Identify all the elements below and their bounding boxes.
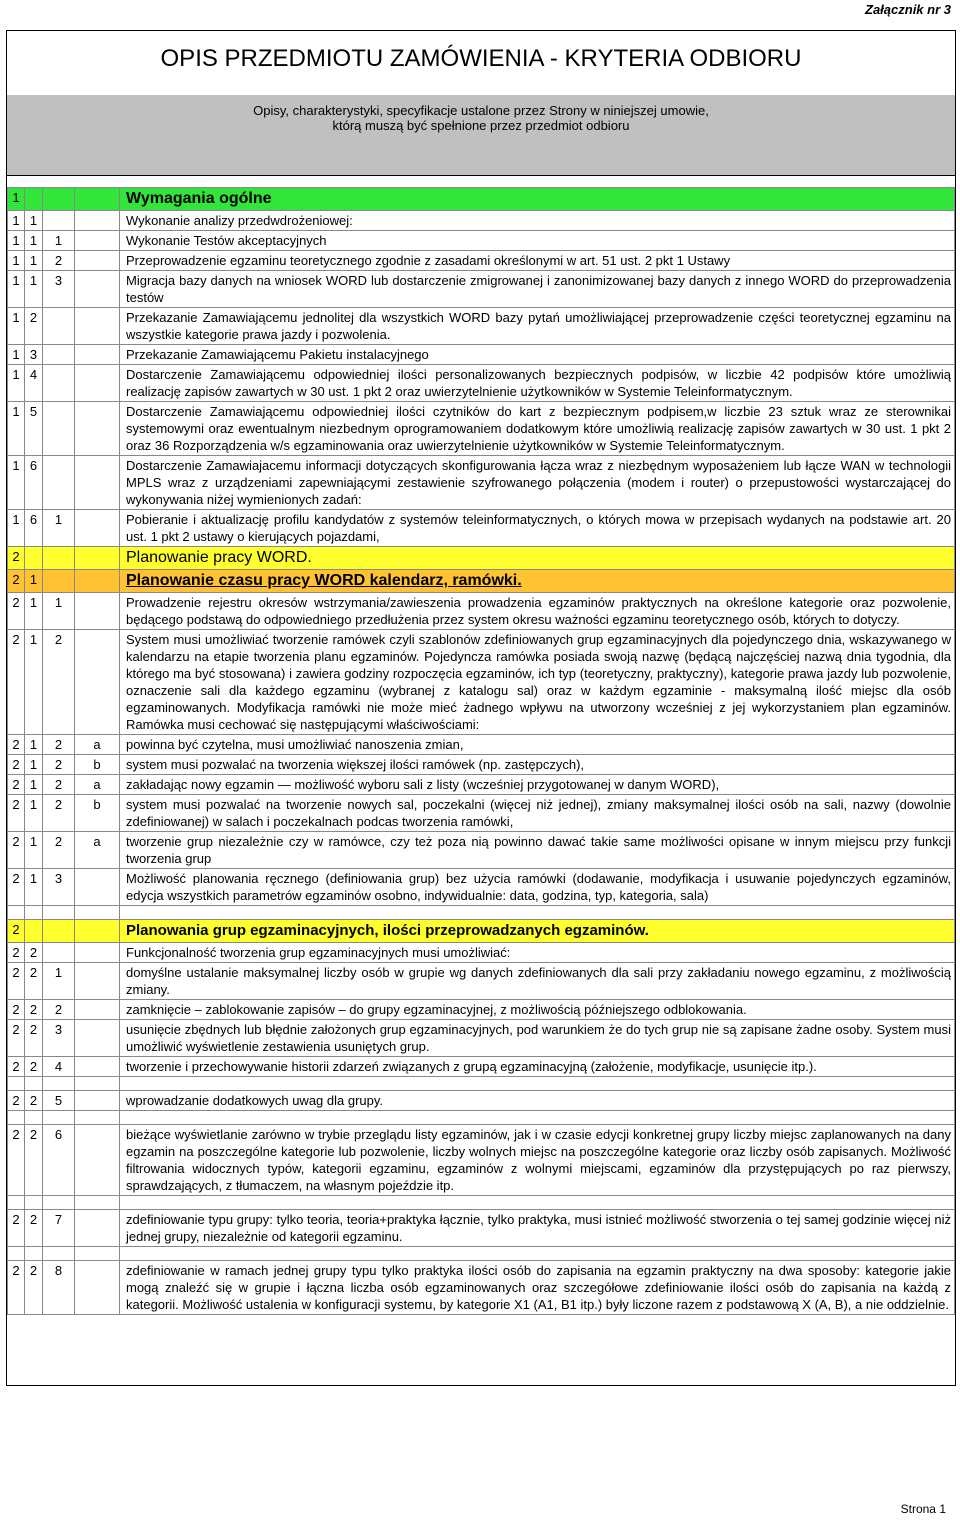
row-number-cell: 3 <box>25 345 43 365</box>
spacer-cell <box>25 1196 43 1210</box>
row-number-cell: 1 <box>8 345 25 365</box>
row-number-cell <box>75 547 120 570</box>
spacer-cell <box>8 906 25 920</box>
row-number-cell: 1 <box>25 570 43 593</box>
row-number-cell: 2 <box>8 1020 25 1057</box>
table-row <box>8 963 955 1000</box>
requirements-table <box>7 187 955 1315</box>
row-number-cell: a <box>75 775 120 795</box>
spacer-row <box>8 1247 955 1261</box>
row-text-cell: Funkcjonalność tworzenia grup egzaminacyjnych musi umożliwiać: <box>120 943 955 963</box>
row-number-cell: 2 <box>8 1261 25 1315</box>
row-number-cell: 1 <box>8 251 25 271</box>
row-number-cell: 1 <box>43 510 75 547</box>
spacer-cell <box>43 1077 75 1091</box>
row-number-cell <box>75 1210 120 1247</box>
table-row <box>8 456 955 510</box>
row-number-cell: 3 <box>43 869 75 906</box>
row-number-cell: 2 <box>43 795 75 832</box>
row-number-cell: 1 <box>25 735 43 755</box>
row-text-cell: Planowanie czasu pracy WORD kalendarz, ramówki. <box>120 570 955 593</box>
row-number-cell: 6 <box>43 1125 75 1196</box>
row-number-cell: 2 <box>25 1000 43 1020</box>
row-number-cell: 2 <box>8 795 25 832</box>
row-number-cell <box>75 271 120 308</box>
spacer-cell <box>43 1111 75 1125</box>
row-number-cell: 2 <box>43 832 75 869</box>
row-number-cell: b <box>75 755 120 775</box>
row-number-cell: 1 <box>25 630 43 735</box>
row-number-cell <box>75 345 120 365</box>
table-row <box>8 630 955 735</box>
table-row <box>8 832 955 869</box>
table-row <box>8 231 955 251</box>
spacer-cell <box>25 1077 43 1091</box>
row-number-cell: 2 <box>8 943 25 963</box>
row-number-cell: 7 <box>43 1210 75 1247</box>
row-text-cell: system musi pozwalać na tworzenia większej ilości ramówek (np. zastępczych), <box>120 755 955 775</box>
row-number-cell <box>75 920 120 943</box>
row-number-cell <box>75 630 120 735</box>
row-text-cell: Wykonanie Testów akceptacyjnych <box>120 231 955 251</box>
row-number-cell: 1 <box>25 251 43 271</box>
spacer-row <box>8 1196 955 1210</box>
row-number-cell: 1 <box>25 795 43 832</box>
row-number-cell: 2 <box>25 1020 43 1057</box>
row-text-cell: Dostarczenie Zamawiającemu odpowiedniej ilości personalizowanych bezpiecznych podpisów, w liczbie 42 podpisów które umożliwią realizację zapisów zawartych w 30 ust. 1 pkt 2 oraz uwierzytelnienie użytkowników w Systemie Teleinformatycznym. <box>120 365 955 402</box>
row-text-cell: Dostarczenie Zamawiajacemu informacji dotyczących skonfigurowania łącza wraz z niezbędnym wyposażeniem lub łącze WAN w technologii MPLS wraz z urządzeniami zapewniającymi zestawienie szyfrowanego połączenia (modem i router) o przepustowości wystarczającej do wykonywania niżej wymienionych zadań: <box>120 456 955 510</box>
spacer-cell <box>43 1196 75 1210</box>
row-number-cell: 2 <box>43 735 75 755</box>
table-row <box>8 775 955 795</box>
row-text-cell: zakładając nowy egzamin — możliwość wyboru sali z listy (wcześniej przygotowanej w danym WORD), <box>120 775 955 795</box>
spacer-cell <box>8 1111 25 1125</box>
row-number-cell: 2 <box>43 630 75 735</box>
table-row <box>8 365 955 402</box>
row-number-cell: 1 <box>25 775 43 795</box>
row-number-cell <box>75 1057 120 1077</box>
row-number-cell: 2 <box>8 547 25 570</box>
row-number-cell <box>75 211 120 231</box>
row-number-cell: 1 <box>43 963 75 1000</box>
row-number-cell: 2 <box>8 832 25 869</box>
row-number-cell: 2 <box>8 963 25 1000</box>
row-number-cell: 2 <box>8 869 25 906</box>
row-text-cell: domyślne ustalanie maksymalnej liczby osób w grupie wg danych zdefiniowanych dla sali przy zakładaniu nowego egzaminu, z możliwością zmiany. <box>120 963 955 1000</box>
table-row <box>8 188 955 211</box>
row-number-cell: 2 <box>8 1000 25 1020</box>
table-row <box>8 1261 955 1315</box>
row-number-cell: 1 <box>43 231 75 251</box>
row-text-cell: system musi pozwalać na tworzenie nowych sal, poczekalni (więcej niż jednej), zmiany maksymalnej ilości osób na sali, nazwy (dowolnie zdefiniowanej) w salach i poczekalnach podcas tworzenia ramówki, <box>120 795 955 832</box>
row-number-cell <box>75 943 120 963</box>
row-number-cell <box>75 1000 120 1020</box>
row-number-cell: 1 <box>8 365 25 402</box>
table-row <box>8 920 955 943</box>
spacer-cell <box>8 1196 25 1210</box>
row-number-cell <box>75 365 120 402</box>
table-row <box>8 1210 955 1247</box>
row-number-cell: 2 <box>43 755 75 775</box>
row-number-cell: 1 <box>8 308 25 345</box>
row-text-cell: Możliwość planowania ręcznego (definiowania grup) bez użycia ramówki (dodawanie, modyfikacja i usuwanie pojedynczych egzaminów, edycja wszystkich parametrów egzaminów osobno, indywidualnie: data, godzina, typ, kategoria, sala) <box>120 869 955 906</box>
spacer-cell <box>8 1247 25 1261</box>
table-row <box>8 1020 955 1057</box>
row-number-cell <box>43 920 75 943</box>
row-number-cell <box>75 251 120 271</box>
row-number-cell: 2 <box>25 963 43 1000</box>
row-number-cell: 2 <box>25 308 43 345</box>
table-row <box>8 1125 955 1196</box>
row-number-cell: 1 <box>25 211 43 231</box>
spacer-row <box>8 1111 955 1125</box>
row-number-cell <box>75 231 120 251</box>
spacer-cell <box>8 1077 25 1091</box>
row-number-cell: 1 <box>25 593 43 630</box>
row-text-cell: powinna być czytelna, musi umożliwiać nanoszenia zmian, <box>120 735 955 755</box>
row-number-cell: 8 <box>43 1261 75 1315</box>
spacer-cell <box>120 1247 955 1261</box>
table-row <box>8 570 955 593</box>
row-number-cell: 3 <box>43 271 75 308</box>
row-number-cell: 6 <box>25 510 43 547</box>
row-number-cell <box>75 593 120 630</box>
spacer-cell <box>120 1077 955 1091</box>
row-number-cell <box>43 547 75 570</box>
row-text-cell: Przekazanie Zamawiającemu jednolitej dla wszystkich WORD bazy pytań umożliwiającej przeprowadzenie części teoretycznej egzaminu na wszystkie kategorie prawa jazdy i pozwolenia. <box>120 308 955 345</box>
row-number-cell: 2 <box>8 920 25 943</box>
row-text-cell: Planowania grup egzaminacyjnych, ilości przeprowadzanych egzaminów. <box>120 920 955 943</box>
table-row <box>8 1057 955 1077</box>
row-number-cell <box>75 188 120 211</box>
table-row <box>8 795 955 832</box>
spacer-cell <box>25 1111 43 1125</box>
page-number: Strona 1 <box>900 1502 946 1516</box>
table-row <box>8 271 955 308</box>
spacer-cell <box>120 1111 955 1125</box>
table-row <box>8 943 955 963</box>
table-row <box>8 547 955 570</box>
row-number-cell: 1 <box>8 188 25 211</box>
row-number-cell: 1 <box>25 755 43 775</box>
subtitle-line-1: Opisy, charakterystyki, specyfikacje ustalone przez Strony w niniejszej umowie, <box>253 103 709 118</box>
row-number-cell: a <box>75 735 120 755</box>
subtitle-line-2: którą muszą być spełnione przez przedmiot odbioru <box>332 118 630 133</box>
row-number-cell: 2 <box>8 570 25 593</box>
row-text-cell: Prowadzenie rejestru okresów wstrzymania/zawieszenia prowadzenia egzaminów praktycznych na określone kategorie oraz pozwolenie, będącego podstawą do odpowiedniego przedłużenia przez system okresu ważności egzaminu teoretycznego osób, których to dotyczy. <box>120 593 955 630</box>
row-number-cell: 2 <box>43 775 75 795</box>
subtitle-block <box>7 95 955 175</box>
row-text-cell: Migracja bazy danych na wniosek WORD lub dostarczenie zmigrowanej i zanonimizowanej bazy danych z innego WORD do przeprowadzenia testów <box>120 271 955 308</box>
row-number-cell: 6 <box>25 456 43 510</box>
row-text-cell: wprowadzanie dodatkowych uwag dla grupy. <box>120 1091 955 1111</box>
row-number-cell <box>75 570 120 593</box>
row-number-cell <box>75 308 120 345</box>
row-number-cell: 1 <box>25 271 43 308</box>
row-number-cell <box>75 963 120 1000</box>
row-number-cell: 1 <box>8 456 25 510</box>
table-row <box>8 1091 955 1111</box>
row-number-cell: 1 <box>43 593 75 630</box>
spacer-cell <box>43 906 75 920</box>
row-number-cell <box>75 510 120 547</box>
row-number-cell: 2 <box>25 1057 43 1077</box>
spacer-cell <box>75 1196 120 1210</box>
row-number-cell: 1 <box>8 231 25 251</box>
row-text-cell: zdefiniowanie typu grupy: tylko teoria, teoria+praktyka łącznie, tylko praktyka, musi istnieć możliwość stworzenia o tej samej godzinie więcej niż jednej grupy, niezależnie od kategorii egzaminu. <box>120 1210 955 1247</box>
row-number-cell <box>75 402 120 456</box>
row-text-cell: Wykonanie analizy przedwdrożeniowej: <box>120 211 955 231</box>
document-title: OPIS PRZEDMIOTU ZAMÓWIENIA - KRYTERIA ODBIORU <box>7 37 955 95</box>
spacer-cell <box>120 906 955 920</box>
row-number-cell: 5 <box>25 402 43 456</box>
row-number-cell: 2 <box>25 1091 43 1111</box>
row-number-cell <box>75 1261 120 1315</box>
row-text-cell: Przeprowadzenie egzaminu teoretycznego zgodnie z zasadami określonymi w art. 51 ust. 2 pkt 1 Ustawy <box>120 251 955 271</box>
spacer-cell <box>75 1247 120 1261</box>
row-number-cell: 1 <box>8 271 25 308</box>
row-number-cell: 2 <box>8 1125 25 1196</box>
row-number-cell: 4 <box>43 1057 75 1077</box>
table-row <box>8 735 955 755</box>
row-number-cell: 2 <box>8 630 25 735</box>
row-text-cell: zdefiniowanie w ramach jednej grupy typu tylko praktyka ilości osób do zapisania na egzamin praktyczny na dwa sposoby: kategorie jakie mogą znaleźć się w grupie i łączna liczba osób egzaminowanych oraz szczegółowe zdefiniowanie ilości osób do zapisania na każdą z kategorii. Możliwość ustalenia w konfiguracji systemu, by kategorie X1 (A1, B1 itp.) były liczone razem z podstawową X (A, B), a nie oddzielnie. <box>120 1261 955 1315</box>
spacer-cell <box>75 1111 120 1125</box>
row-number-cell <box>43 365 75 402</box>
spacer-cell <box>75 1077 120 1091</box>
row-number-cell <box>43 402 75 456</box>
row-number-cell <box>25 547 43 570</box>
row-number-cell: 2 <box>25 1210 43 1247</box>
table-row <box>8 510 955 547</box>
table-row <box>8 402 955 456</box>
attachment-label: Załącznik nr 3 <box>865 2 951 17</box>
row-number-cell <box>43 345 75 365</box>
row-number-cell: 2 <box>25 1261 43 1315</box>
row-number-cell: 4 <box>25 365 43 402</box>
row-number-cell: b <box>75 795 120 832</box>
row-number-cell <box>43 943 75 963</box>
row-number-cell: 2 <box>8 1091 25 1111</box>
table-row <box>8 345 955 365</box>
row-number-cell: 2 <box>8 735 25 755</box>
row-number-cell: 5 <box>43 1091 75 1111</box>
row-text-cell: zamknięcie – zablokowanie zapisów – do grupy egzaminacyjnej, z możliwością późniejszego odblokowania. <box>120 1000 955 1020</box>
spacer-cell <box>75 906 120 920</box>
row-text-cell: tworzenie grup niezależnie czy w ramówce, czy też poza nią powinno dawać takie same możliwości opisane w innym miejscu przy funkcji tworzenia grup <box>120 832 955 869</box>
spacer-cell <box>25 1247 43 1261</box>
table-row <box>8 755 955 775</box>
row-number-cell: 1 <box>25 832 43 869</box>
row-text-cell: System musi umożliwiać tworzenie ramówek czyli szablonów zdefiniowanych grup egzaminacyjnych dla pojedynczego dnia, wskazywanego w kalendarzu na etapie tworzenia planu egzaminów. Pojedyncza ramówka posiada swoją nazwę (będącą najczęściej nazwą dnia tygodnia, dla którego ma być stosowana) i zawiera godziny rozpoczęcia egzaminów, ich typ (teoretyczny, praktyczny), kategorie prawa jazdy lub pozwolenie, oznaczenie sali dla każdego egzaminu (wybranej z katalogu sal) oraz w każdym egzaminie - maksymalną ilość miejsc dla osób egzaminowanych. Modyfikacja ramówki nie może mieć żadnego wpływu na utworzony wcześniej z jej wykorzystaniem plan egzaminów. Ramówka musi cechować się następującymi właściwościami: <box>120 630 955 735</box>
row-text-cell: Przekazanie Zamawiającemu Pakietu instalacyjnego <box>120 345 955 365</box>
table-row <box>8 869 955 906</box>
table-row <box>8 211 955 231</box>
table-row <box>8 1000 955 1020</box>
spacer-row <box>8 1077 955 1091</box>
row-text-cell: Planowanie pracy WORD. <box>120 547 955 570</box>
row-number-cell <box>75 1125 120 1196</box>
row-number-cell: 3 <box>43 1020 75 1057</box>
row-number-cell: 2 <box>8 755 25 775</box>
row-number-cell <box>25 188 43 211</box>
row-number-cell: 1 <box>8 211 25 231</box>
row-number-cell <box>43 188 75 211</box>
document-frame <box>6 30 956 1386</box>
row-number-cell <box>75 1091 120 1111</box>
row-number-cell <box>43 211 75 231</box>
row-number-cell <box>75 869 120 906</box>
spacer-cell <box>25 906 43 920</box>
row-number-cell: 2 <box>8 593 25 630</box>
row-number-cell: 2 <box>8 775 25 795</box>
row-number-cell <box>25 920 43 943</box>
row-number-cell <box>43 570 75 593</box>
row-text-cell: bieżące wyświetlanie zarówno w trybie przeglądu listy egzaminów, jak i w czasie edycji konkretnej grupy liczby miejsc zaplanowanych na dany egzamin na poszczególne kategorie lub pozwolenie, liczby wolnych miejsc na poszczególne kategorie oraz liczby osób zapisanych. Możliwość filtrowania widocznych typów, kategorii egzaminu, egzaminów z wolnymi miejscami, egzaminów dla przystępujących po raz pierwszy, sprawdzających, z tłumaczem, na własnym pojeździe itp. <box>120 1125 955 1196</box>
row-number-cell: 2 <box>8 1210 25 1247</box>
row-number-cell <box>75 456 120 510</box>
table-row <box>8 593 955 630</box>
row-number-cell <box>75 1020 120 1057</box>
row-text-cell: Pobieranie i aktualizację profilu kandydatów z systemów teleinformatycznych, o których mowa w przepisach wydanych na podstawie art. 20 ust. 1 pkt 2 ustawy o kierujących pojazdami, <box>120 510 955 547</box>
table-row <box>8 251 955 271</box>
table-row <box>8 308 955 345</box>
row-number-cell: a <box>75 832 120 869</box>
row-text-cell: tworzenie i przechowywanie historii zdarzeń związanych z grupą egzaminacyjną (założenie, modyfikacje, usunięcie itp.). <box>120 1057 955 1077</box>
row-number-cell: 1 <box>25 869 43 906</box>
row-number-cell: 1 <box>8 510 25 547</box>
row-number-cell: 1 <box>8 402 25 456</box>
row-number-cell: 1 <box>25 231 43 251</box>
row-number-cell <box>43 308 75 345</box>
row-number-cell: 2 <box>25 1125 43 1196</box>
spacer-cell <box>120 1196 955 1210</box>
row-number-cell <box>43 456 75 510</box>
row-number-cell: 2 <box>43 251 75 271</box>
row-text-cell: Wymagania ogólne <box>120 188 955 211</box>
row-number-cell: 2 <box>43 1000 75 1020</box>
spacer-row <box>8 906 955 920</box>
row-text-cell: Dostarczenie Zamawiającemu odpowiedniej ilości czytników do kart z bezpiecznym podpisem,w liczbie 23 sztuk wraz ze sterownikai systemowymi oraz ewentualnym niezbednym oprogramowaniem dodatkowym które umożliwią realizację zapisów zawartych w 30 ust. 1 pkt 2 oraz 36 Rozporządzenia w/s egzaminowania oraz uwierzytelnienie użytkowników w Systemie Teleinformatycznym. <box>120 402 955 456</box>
row-text-cell: usunięcie zbędnych lub błędnie założonych grup egzaminacyjnych, pod warunkiem że do tych grup nie są zapisane żadne osoby. System musi umożliwić wyświetlenie zestawienia usuniętych grup. <box>120 1020 955 1057</box>
row-number-cell: 2 <box>8 1057 25 1077</box>
spacer-cell <box>43 1247 75 1261</box>
row-number-cell: 2 <box>25 943 43 963</box>
